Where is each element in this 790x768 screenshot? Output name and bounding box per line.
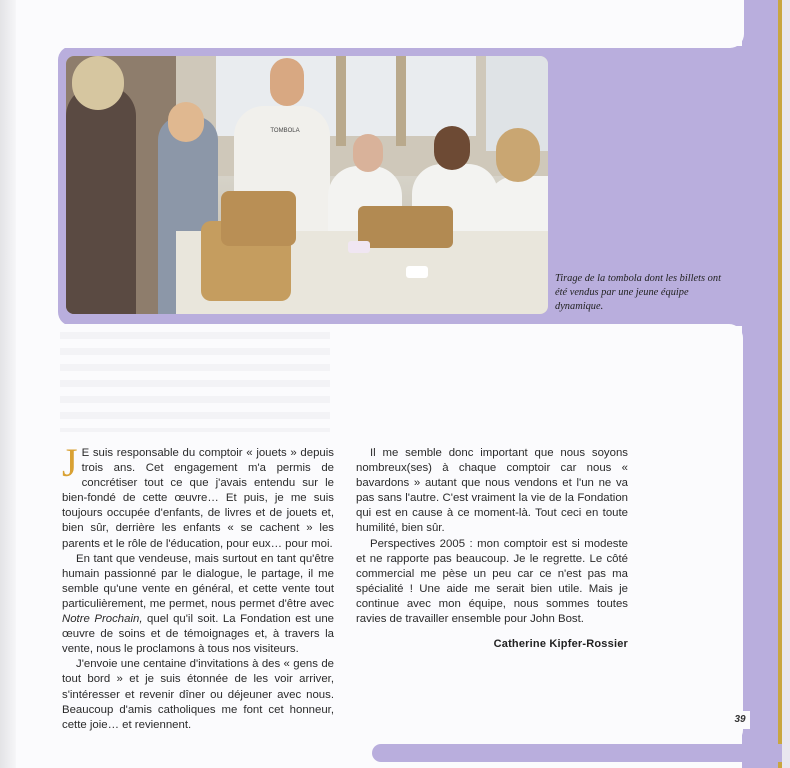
- photo-caption: Tirage de la tombola dont les billets ont été vendus par une jeune équipe dynamique.: [555, 273, 721, 312]
- notre-prochain: Notre Prochain,: [62, 613, 143, 626]
- article-column-1: [62, 440, 334, 733]
- top-white-sheet: [16, 0, 744, 48]
- lavender-bottom-tab: [372, 744, 782, 762]
- paragraph-2: En tant que vendeuse, mais surtout en tant qu'être humain passionné par le dialogue, le partage, il me semble qu'une vente en général, et cette vente tout particulièrement, me permet, nous permet d'être avec Notre Prochain, quel qu'il soit. La Fondation est une œuvre de soins et de témoignages et, à travers la vente, nous le proclamons à tous nos visiteurs.: [62, 552, 334, 656]
- show-through-text: [60, 332, 330, 432]
- shirt-text: TOMBOLA: [270, 128, 300, 134]
- article-column-2: [356, 446, 628, 652]
- drop-cap: J: [62, 440, 78, 485]
- paragraph-3: J'envoie une centaine d'invitations à des « gens de tout bord » et je suis étonnée de les voir arriver, s'intéresser et revenir dîner ou déjeuner avec nous. Beaucoup d'amis catholiques me font cet honneur, cette joie… et reviennent.: [62, 658, 334, 731]
- page-number: 39: [730, 711, 750, 729]
- page-edge: [782, 0, 790, 768]
- paragraph-5: Perspectives 2005 : mon comptoir est si modeste et ne rapporte pas beaucoup. Je le regrette. Le côté commercial me pèse un peu car ce n'est pas ma spécialité ! Une aide me serait bien utile. Mais je continue avec mon équipe, nous sommes toutes ravies de travailler ensemble pour John Bost.: [356, 537, 628, 626]
- book-spine: [0, 0, 16, 768]
- paragraph-4: Il me semble donc important que nous soyons nombreux(ses) à chaque comptoir car nous « bavardons » autant que nous vendons et l'un ne va pas sans l'autre. C'est vraiment la vie de la Fondation qui est en cause à ce moment-là. Tout ceci en toute humilité, bien sûr.: [356, 447, 628, 535]
- author-signature: Catherine Kipfer-Rossier: [493, 638, 628, 651]
- paragraph-1: J E suis responsable du comptoir « jouets » depuis trois ans. Cet engagement m'a permis de concrétiser tout ce que j'avais entendu sur le bien-fondé de cette œuvre… Et puis, je me suis toujours occupée d'enfants, de livres et de jouets et, bien sûr, derrière les enfants « se cachent » les parents et le rôle de l'éducation, pour eux… pour moi.: [62, 440, 334, 550]
- tombola-photo: [66, 56, 548, 314]
